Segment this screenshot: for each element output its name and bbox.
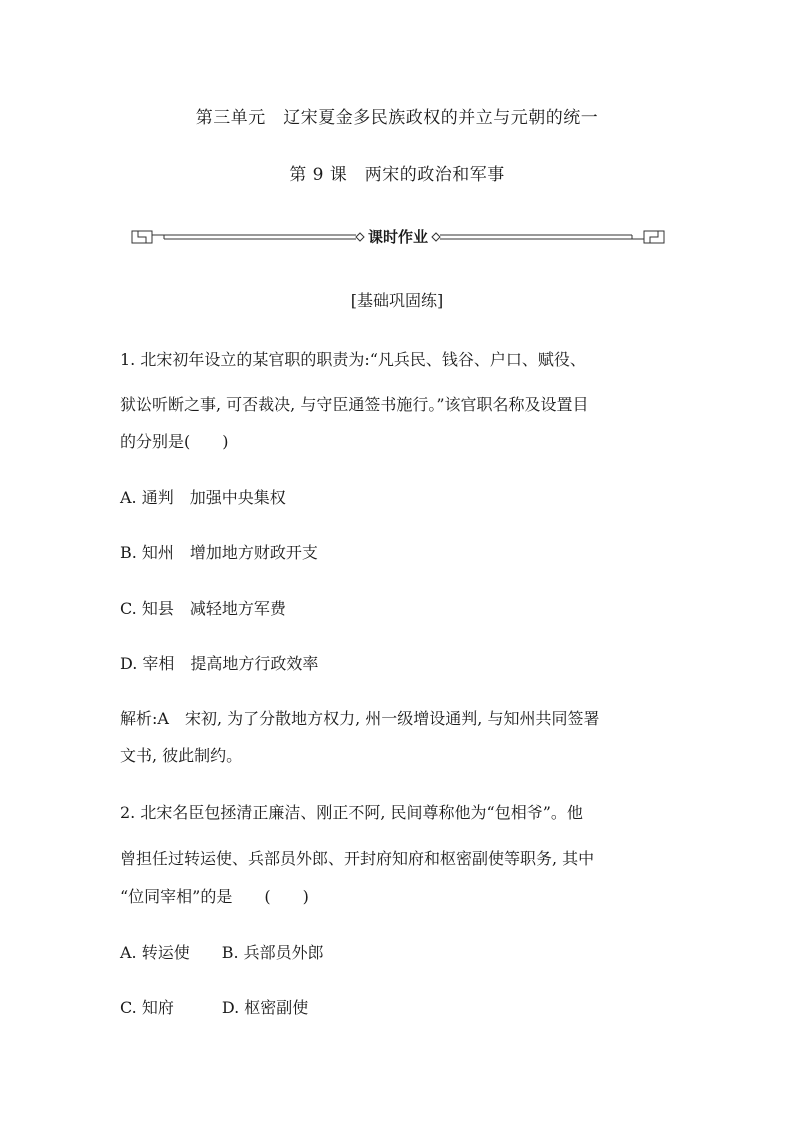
q2-stem-line: 2. 北宋名臣包拯清正廉洁、刚正不阿, 民间尊称他为“包相爷”。他 <box>120 803 583 822</box>
q1-stem-line: 狱讼听断之事, 可否裁决, 与守臣通签书施行。”该官职名称及设置目 <box>120 395 589 414</box>
q1-stem-line: 1. 北宋初年设立的某官职的职责为:“凡兵民、钱谷、户口、赋役、 <box>120 350 586 369</box>
q1-option-d: D. 宰相 提高地方行政效率 <box>120 654 319 673</box>
q1-option-b: B. 知州 增加地方财政开支 <box>120 543 318 562</box>
q1-stem-line: 的分别是( ) <box>120 432 229 451</box>
lesson-title: 第 9 课 两宋的政治和军事 <box>289 165 505 185</box>
q2-stem-line: 曾担任过转运使、兵部员外郎、开封府知府和枢密副使等职务, 其中 <box>120 849 595 868</box>
q2-stem-line: “位同宰相”的是 ( ) <box>120 887 309 906</box>
unit-title: 第三单元 辽宋夏金多民族政权的并立与元朝的统一 <box>195 108 599 128</box>
q2-options-row-2: C. 知府 D. 枢密副使 <box>120 998 309 1017</box>
q2-options-row-1: A. 转运使 B. 兵部员外郎 <box>120 943 324 962</box>
q1-analysis-line: 文书, 彼此制约。 <box>120 746 243 765</box>
section-divider <box>130 224 666 250</box>
q1-analysis-line: 解析:A 宋初, 为了分散地方权力, 州一级增设通判, 与知州共同签署 <box>120 709 600 728</box>
q1-option-a: A. 通判 加强中央集权 <box>120 488 286 507</box>
divider-label: 课时作业 <box>367 228 428 246</box>
q1-option-c: C. 知县 减轻地方军费 <box>120 599 286 618</box>
section-title: [基础巩固练] <box>350 291 444 310</box>
